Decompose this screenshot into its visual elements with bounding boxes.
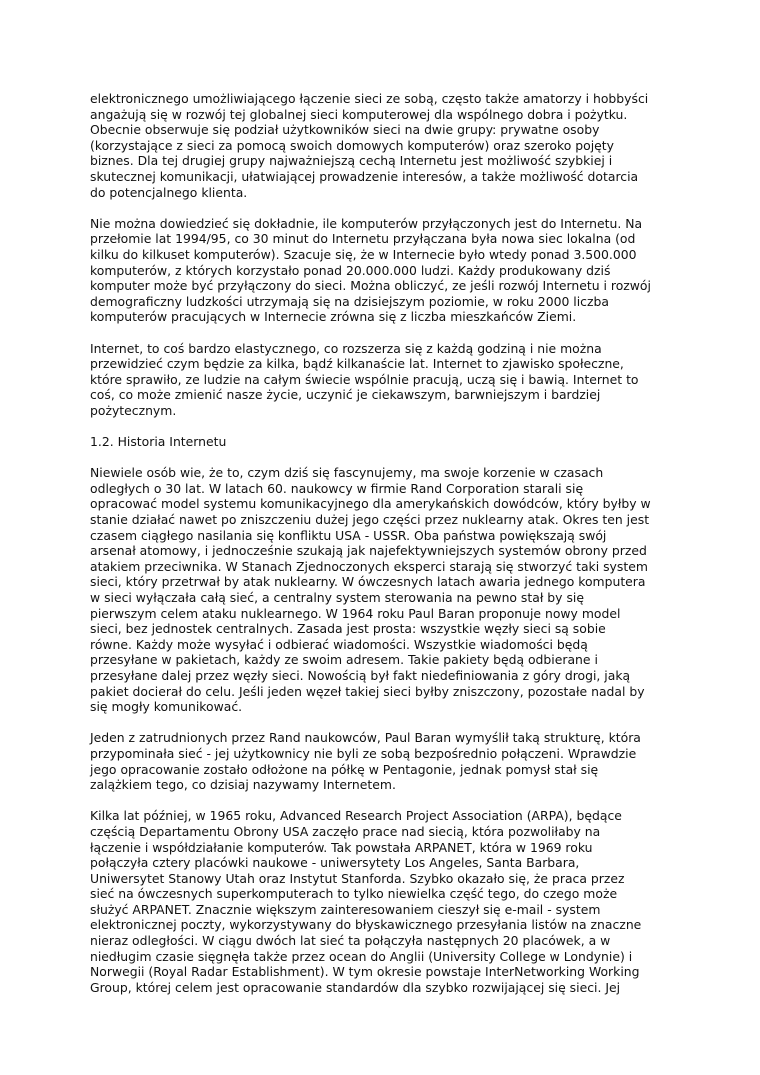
paragraph-4: Niewiele osób wie, że to, czym dziś się fascynujemy, ma swoje korzenie w czasach odległych o 30 lat. W latach 60. naukowcy w firmie Rand Corporation starali się opracować model systemu komunikacyjnego dla amerykańskich dowódców, który byłby w stanie działać nawet po zniszczeniu dużej jego części przez nuklearny atak. Okres ten jest czasem ciągłego nasilania się konfliktu USA - USSR. Oba państwa powiększają swój arsenał atomowy, i jednocześnie szukają jak najefektywniejszych systemów obrony przed atakiem przeciwnika. W Stanach Zjednoczonych eksperci starają się stworzyć taki system sieci, który przetrwał by atak nuklearny. W ówczesnych latach awaria jednego komputera w sieci wyłączała całą sieć, a centralny system sterowania na pewno stał by się pierwszym celem ataku nuklearnego. W 1964 roku Paul Baran proponuje nowy model sieci, bez jednostek centralnych. Zasada jest prosta: wszystkie węzły sieci są sobie równe. Każdy może wysyłać i odbierać wiadomości. Wszystkie wiadomości będą przesyłane w pakietach, każdy ze swoim adresem. Takie pakiety będą odbierane i przesyłane dalej przez węzły sieci. Nowością był fakt niedefiniowania z góry drogi, jaką pakiet docierał do celu. Jeśli jeden węzeł takiej sieci byłby zniszczony, pozostałe nadal by się mogły komunikować.	[90, 465, 651, 715]
document-page	[90, 91, 680, 1011]
section-heading: 1.2. Historia Internetu	[90, 434, 227, 450]
paragraph-2: Nie można dowiedzieć się dokładnie, ile komputerów przyłączonych jest do Internetu. Na przełomie lat 1994/95, co 30 minut do Internetu przyłączana była nowa siec lokalna (od kilku do kilkuset komputerów). Szacuje się, że w Internecie było wtedy ponad 3.500.000 komputerów, z których korzystało ponad 20.000.000 ludzi. Każdy produkowany dziś komputer może być przyłączony do sieci. Można obliczyć, ze jeśli rozwój Internetu i rozwój demograficzny ludzkości utrzymają się na dzisiejszym poziomie, w roku 2000 liczba komputerów pracujących w Internecie zrówna się z liczba mieszkańców Ziemi.	[90, 215, 651, 325]
paragraph-6: Kilka lat później, w 1965 roku, Advanced Research Project Association (ARPA), będące częścią Departamentu Obrony USA zaczęło prace nad siecią, która pozwoliłaby na łączenie i współdziałanie komputerów. Tak powstała ARPANET, która w 1969 roku połączyła cztery placówki naukowe - uniwersytety Los Angeles, Santa Barbara, Uniwersytet Stanowy Utah oraz Instytut Stanforda. Szybko okazało się, że praca przez sieć na ówczesnych superkomputerach to tylko niewielka część tego, do czego może służyć ARPANET. Znacznie większym zainteresowaniem cieszył się e-mail - system elektronicznej poczty, wykorzystywany do błyskawicznego przesyłania listów na znaczne nieraz odległości. W ciągu dwóch lat sieć ta połączyła następnych 20 placówek, a w niedługim czasie sięgnęła także przez ocean do Anglii (University College w Londynie) i Norwegii (Royal Radar Establishment). W tym okresie powstaje InterNetworking Working Group, której celem jest opracowanie standardów dla szybko rozwijającej się sieci. Jej	[90, 808, 642, 995]
paragraph-3: Internet, to coś bardzo elastycznego, co rozszerza się z każdą godziną i nie można przewidzieć czym będzie za kilka, bądź kilkanaście lat. Internet to zjawisko społeczne, które sprawiło, ze ludzie na całym świecie wspólnie pracują, uczą się i bawią. Internet to coś, co może zmienić nasze życie, uczynić je ciekawszym, barwniejszym i bardziej pożytecznym.	[90, 340, 639, 418]
paragraph-5: Jeden z zatrudnionych przez Rand naukowców, Paul Baran wymyślił taką strukturę, która przypominała sieć - jej użytkownicy nie byli ze sobą bezpośrednio połączeni. Wprawdzie jego opracowanie zostało odłożone na półkę w Pentagonie, jednak pomysł stał się zalążkiem tego, co dzisiaj nazywamy Internetem.	[90, 730, 641, 793]
paragraph-1: elektronicznego umożliwiającego łączenie sieci ze sobą, często także amatorzy i hobbyści angażują się w rozwój tej globalnej sieci komputerowej dla wspólnego dobra i pożytku. Obecnie obserwuje się podział użytkowników sieci na dwie grupy: prywatne osoby (korzystające z sieci za pomocą swoich domowych komputerów) oraz szeroko pojęty biznes. Dla tej drugiej grupy najważniejszą cechą Internetu jest możliwość szybkiej i skutecznej komunikacji, ułatwiającej prowadzenie interesów, a także możliwość dotarcia do potencjalnego klienta.	[90, 91, 649, 200]
